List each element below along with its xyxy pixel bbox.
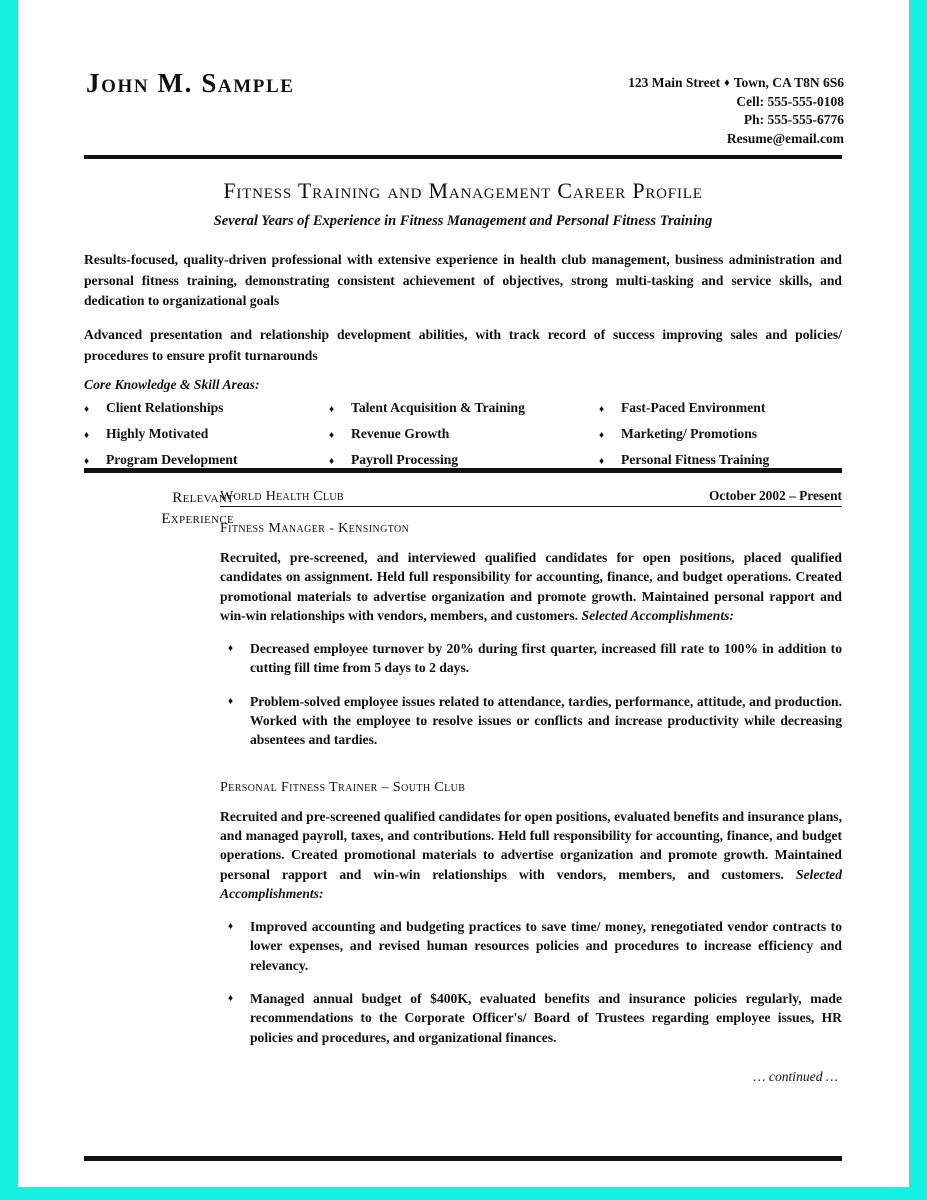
- accomplishment-item: [220, 917, 842, 975]
- resume-page: [18, 0, 909, 1187]
- contact-address-line: [628, 74, 844, 93]
- skill-label: Fast-Paced Environment: [621, 400, 766, 415]
- profile-paragraph-2: Advanced presentation and relationship development abilities, with track record of success improving sales and policies/ procedures to ensure profit turnarounds: [84, 327, 842, 363]
- job-title: Personal Fitness Trainer – South Club: [220, 779, 466, 795]
- job-title: Fitness Manager - Kensington: [220, 521, 410, 536]
- diamond-bullet-icon: ♦: [84, 430, 90, 441]
- skill-item: [599, 396, 842, 422]
- diamond-bullet-icon: ♦: [329, 430, 335, 441]
- accomplishment-item: [220, 639, 842, 678]
- contact-cell: Cell: 555-555-0108: [736, 93, 844, 109]
- experience-body: [220, 488, 842, 1085]
- job-description-text: Recruited, pre-screened, and interviewed qualified candidates for open positions, placed qualified candidates on assignment. Held full responsibility for accounting, finance, and budget operations. Created promotional materials to advertise organization and promote growth. Maintained personal rapport and win-win relationships with vendors, members, and customers.: [220, 550, 842, 623]
- profile-subtitle: Several Years of Experience in Fitness Management and Personal Fitness Training: [213, 213, 713, 229]
- diamond-bullet-icon: ♦: [228, 643, 234, 655]
- diamond-bullet-icon: ♦: [599, 456, 605, 467]
- diamond-bullet-icon: ♦: [228, 695, 234, 707]
- accomplishments-label: Selected Accomplishments:: [581, 607, 734, 623]
- accomplishment-item: [220, 989, 842, 1047]
- company-dates: October 2002 – Present: [708, 488, 842, 503]
- skill-label: Revenue Growth: [351, 426, 450, 441]
- diamond-bullet-icon: ♦: [329, 456, 335, 467]
- section-divider: [84, 468, 842, 473]
- company-row: [220, 488, 842, 507]
- diamond-bullet-icon: ♦: [228, 993, 234, 1005]
- experience-section-label: [116, 488, 234, 530]
- accomplishment-item: [220, 692, 842, 750]
- skill-label: Program Development: [106, 452, 238, 467]
- candidate-name: John M. Sample: [86, 68, 295, 98]
- skill-item: [329, 422, 599, 448]
- skill-item: [84, 396, 329, 422]
- accomplishment-text: Decreased employee turnover by 20% during first quarter, increased fill rate to 100% in addition to cutting fill time from 5 days to 2 days.: [250, 641, 842, 676]
- contact-phone: Ph: 555-555-6776: [743, 112, 844, 127]
- contact-block: [628, 74, 844, 148]
- diamond-bullet-icon: ♦: [228, 921, 234, 933]
- resume-header: [82, 0, 844, 146]
- diamond-bullet-icon: ♦: [599, 404, 605, 415]
- accomplishment-text: Problem-solved employee issues related to attendance, tardies, performance, attitude, and production. Worked with the employee to resolve issues or conflicts and increase productivity while decreasing absentees and tardies.: [250, 693, 842, 748]
- core-skills-label: Core Knowledge & Skill Areas:: [84, 377, 260, 392]
- contact-street: 123 Main Street: [628, 75, 721, 90]
- experience-label-line-2: Experience: [161, 511, 234, 527]
- diamond-bullet-icon: ♦: [599, 430, 605, 441]
- skill-label: Payroll Processing: [351, 452, 459, 467]
- skill-label: Personal Fitness Training: [621, 452, 770, 467]
- accomplishment-text: Managed annual budget of $400K, evaluated benefits and insurance policies regularly, made recommendations to the Corporate Officer's/ Board of Trustees regarding employee issues, HR policies and procedures, and organizational finances.: [250, 991, 842, 1045]
- job-description: [220, 548, 842, 625]
- footer-divider: [84, 1156, 842, 1161]
- header-divider: [84, 155, 842, 159]
- skill-label: Highly Motivated: [106, 426, 209, 441]
- contact-city-state-zip: Town, CA T8N 6S6: [733, 75, 844, 90]
- accomplishments-list: [220, 639, 842, 749]
- continued-note: … continued …: [753, 1068, 838, 1084]
- accomplishments-list: [220, 917, 842, 1047]
- skill-label: Marketing/ Promotions: [621, 426, 758, 441]
- diamond-bullet-icon: ♦: [329, 404, 335, 415]
- skill-item: [329, 396, 599, 422]
- job-description-text: Recruited and pre-screened qualified candidates for open positions, evaluated benefits and insurance plans, and managed payroll, taxes, and contributions. Held full responsibility for accounting, finance, and budget operations. Created promotional materials to advertise organization and promote growth. Maintained personal rapport and win-win relationships with vendors, members, and customers.: [220, 808, 842, 882]
- profile-paragraph-1: Results-focused, quality-driven professional with extensive experience in health club management, business administration and personal fitness training, demonstrating consistent achievement of objectives, strong multi-tasking and service skills, and dedication to organizational goals: [84, 252, 842, 308]
- skill-item: [599, 422, 842, 448]
- resume-content: [82, 0, 844, 1187]
- skill-label: Talent Acquisition & Training: [351, 400, 525, 415]
- core-skills-grid: [84, 396, 842, 474]
- profile-title: Fitness Training and Management Career Profile: [223, 178, 703, 203]
- job-description: [220, 807, 842, 903]
- skill-item: [84, 422, 329, 448]
- contact-email[interactable]: Resume@email.com: [726, 130, 844, 146]
- skill-label: Client Relationships: [106, 400, 224, 415]
- accomplishments-label: Selected Accomplishments:: [220, 866, 842, 901]
- diamond-separator-icon: ♦: [724, 77, 730, 89]
- company-name: World Health Club: [220, 489, 344, 504]
- diamond-bullet-icon: ♦: [84, 456, 90, 467]
- diamond-bullet-icon: ♦: [84, 404, 90, 415]
- experience-label-line-1: Relevant: [172, 490, 234, 506]
- accomplishment-text: Improved accounting and budgeting practices to save time/ money, renegotiated vendor contracts to lower expenses, and revised human resources policies and procedures to increase efficiency and relevancy.: [250, 919, 842, 973]
